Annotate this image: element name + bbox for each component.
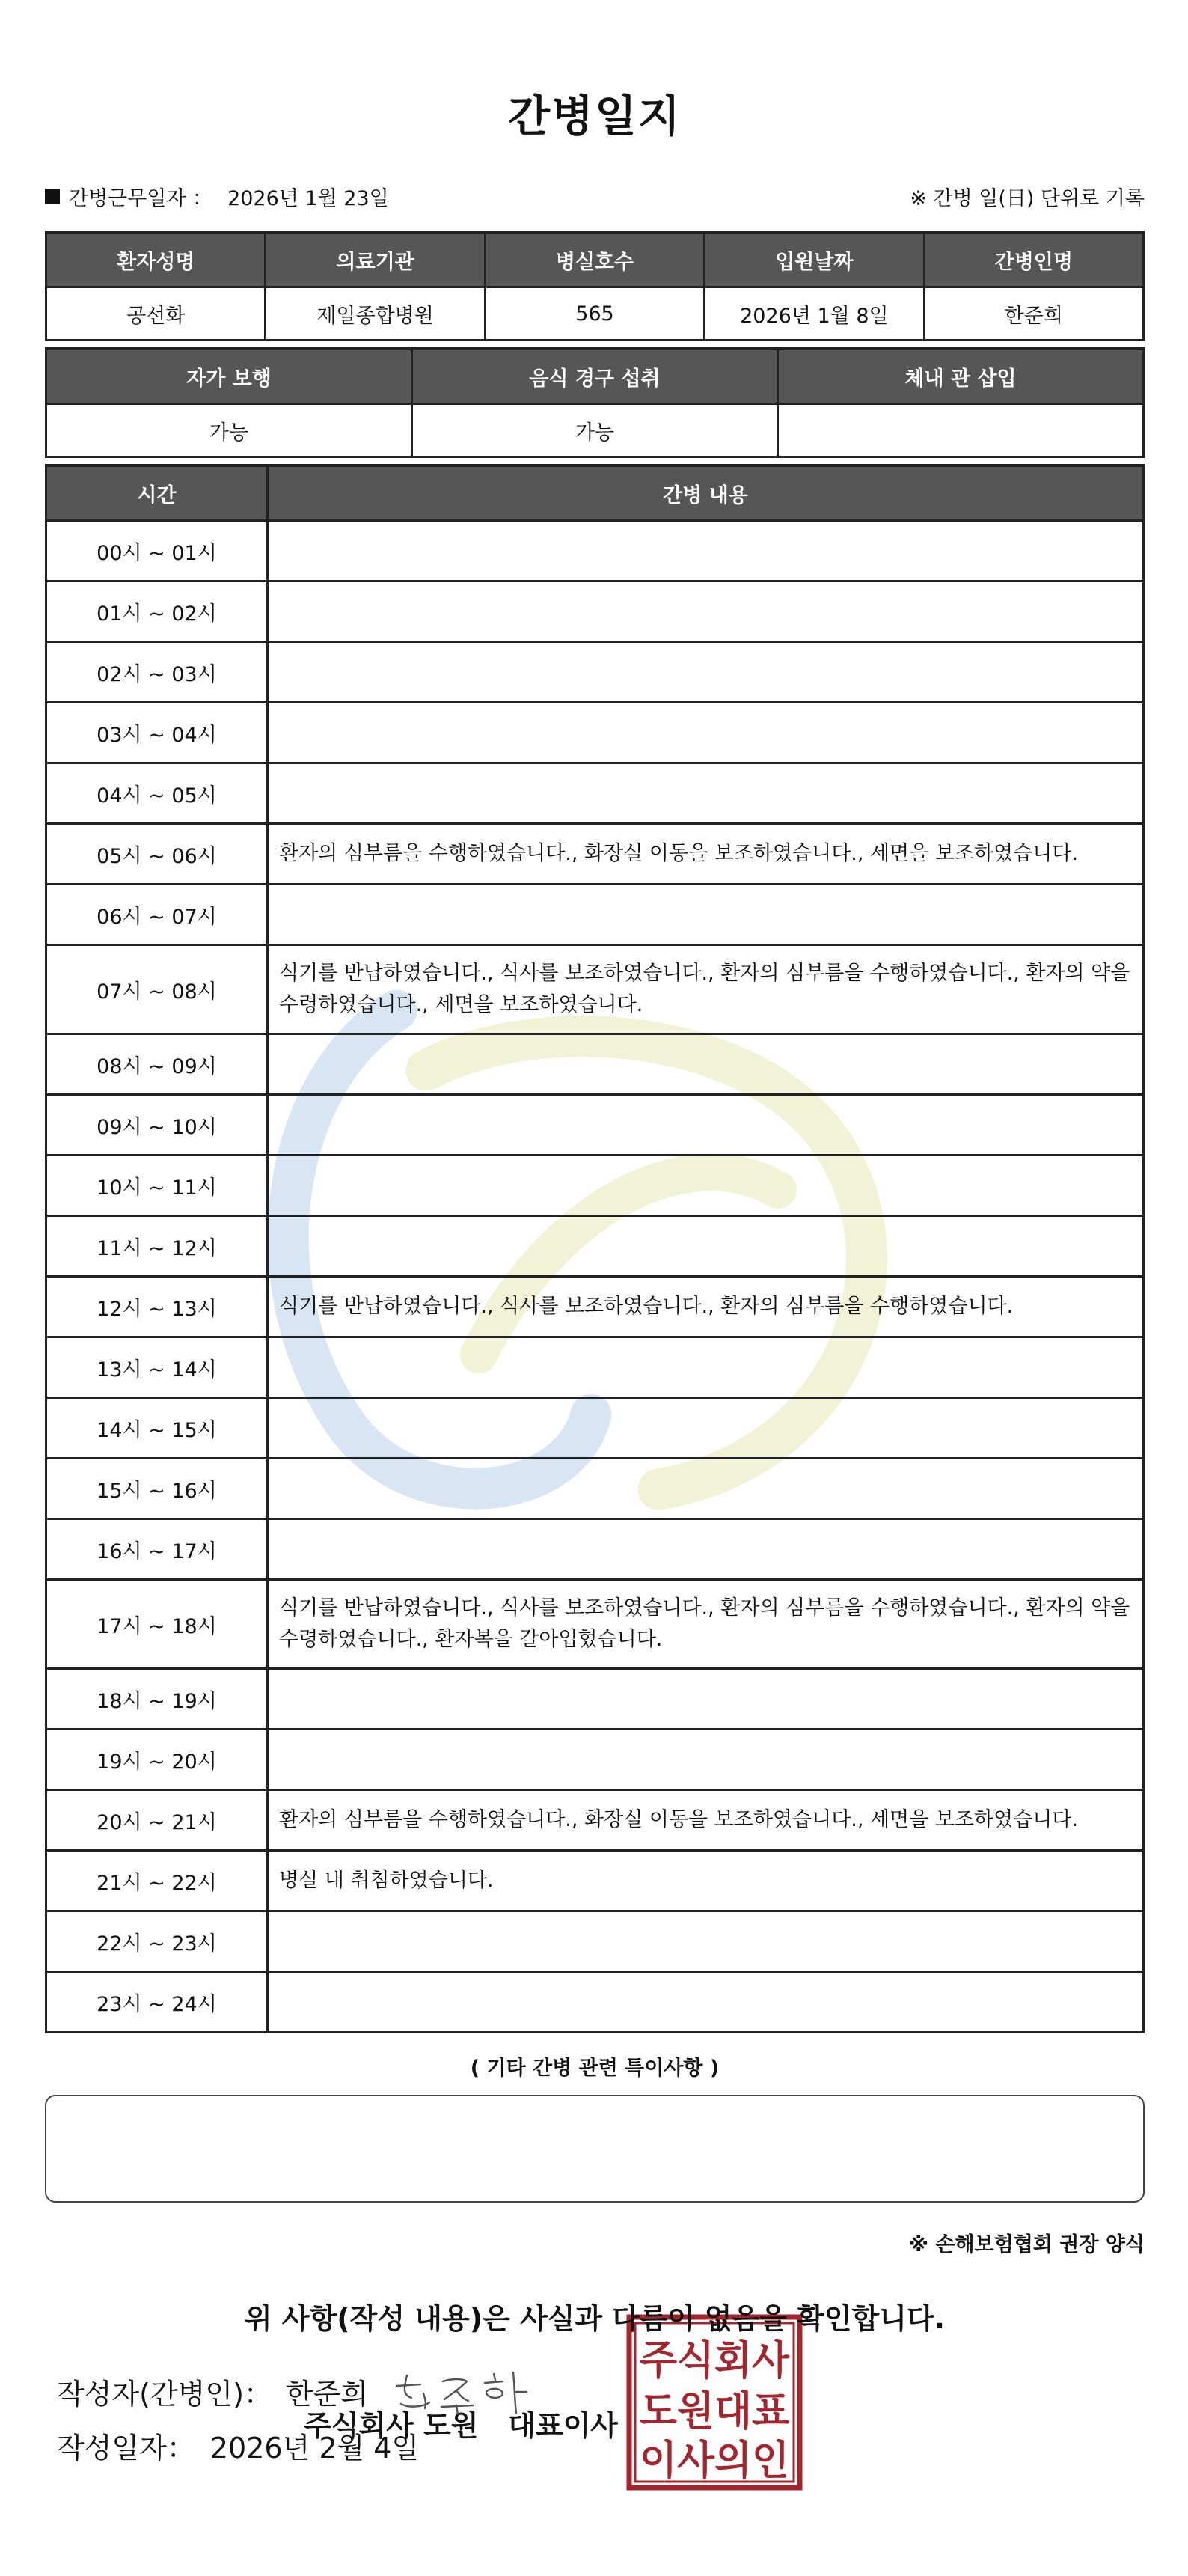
table-header-row [46, 232, 1144, 287]
remarks-box [45, 2095, 1145, 2203]
table-row [46, 521, 1144, 582]
care-content: 식기를 반납하였습니다., 식사를 보조하였습니다., 환자의 심부름을 수행하였습니다. [268, 1277, 1144, 1337]
care-content [268, 703, 1144, 763]
time-slot: 16시 ~ 17시 [46, 1519, 268, 1580]
care-content: 환자의 심부름을 수행하였습니다., 화장실 이동을 보조하였습니다., 세면을 보조하였습니다. [268, 824, 1144, 885]
table-row [46, 1398, 1144, 1459]
table-row [46, 1095, 1144, 1156]
table-row [46, 1337, 1144, 1398]
table-row [46, 582, 1144, 642]
time-slot: 00시 ~ 01시 [46, 521, 268, 582]
care-content [268, 1911, 1144, 1972]
admission-date: 2026년 1월 8일 [705, 287, 924, 341]
care-content [268, 521, 1144, 582]
document [45, 0, 1145, 2469]
table-row [46, 404, 1144, 457]
table-row [46, 1972, 1144, 2033]
table-row [46, 1580, 1144, 1669]
table-row [46, 1519, 1144, 1580]
self-walking-value: 가능 [46, 404, 412, 457]
care-content [268, 642, 1144, 703]
table-row [46, 1216, 1144, 1277]
care-content [268, 885, 1144, 945]
time-slot: 21시 ~ 22시 [46, 1851, 268, 1911]
patient-name: 공선화 [46, 287, 266, 341]
care-content [268, 1337, 1144, 1398]
table-row [46, 642, 1144, 703]
time-slot: 08시 ~ 09시 [46, 1034, 268, 1095]
care-content: 병실 내 취침하였습니다. [268, 1851, 1144, 1911]
work-date-label: 간병근무일자 ： [69, 186, 213, 210]
time-slot: 11시 ~ 12시 [46, 1216, 268, 1277]
table-row [46, 1911, 1144, 1972]
care-content [268, 1398, 1144, 1459]
header-hospital: 의료기관 [266, 232, 485, 287]
header-patient-name: 환자성명 [46, 232, 266, 287]
care-content [268, 1216, 1144, 1277]
svg-text:이사의인: 이사의인 [640, 2437, 789, 2484]
table-row [46, 1669, 1144, 1730]
table-row [46, 703, 1144, 763]
page-title: 간병일지 [507, 91, 682, 141]
table-row [46, 945, 1144, 1034]
care-content [268, 1730, 1144, 1790]
table-row [46, 1277, 1144, 1337]
header-care-content: 간병 내용 [268, 466, 1144, 521]
care-content [268, 1034, 1144, 1095]
work-date [45, 182, 389, 211]
table-header-row [46, 349, 1144, 404]
care-content [268, 1519, 1144, 1580]
room-number: 565 [485, 287, 704, 341]
header-self-walking: 자가 보행 [46, 349, 412, 404]
time-slot: 02시 ~ 03시 [46, 642, 268, 703]
table-row [46, 885, 1144, 945]
table-row [46, 1156, 1144, 1216]
time-slot: 15시 ~ 16시 [46, 1459, 268, 1519]
time-slot: 09시 ~ 10시 [46, 1095, 268, 1156]
care-content [268, 1972, 1144, 2033]
care-content [268, 582, 1144, 642]
care-log-body [46, 521, 1144, 2033]
time-slot: 04시 ~ 05시 [46, 763, 268, 824]
time-slot: 06시 ~ 07시 [46, 885, 268, 945]
header-tube-insertion: 체내 관 삽입 [778, 349, 1144, 404]
time-slot: 18시 ~ 19시 [46, 1669, 268, 1730]
table-row [46, 1851, 1144, 1911]
header-room: 병실호수 [485, 232, 704, 287]
table-row [46, 1459, 1144, 1519]
care-content [268, 763, 1144, 824]
care-content [268, 1669, 1144, 1730]
written-date-value: 2026년 2월 4일 [209, 2431, 420, 2464]
table-row [46, 763, 1144, 824]
table-row [46, 287, 1144, 341]
care-content: 식기를 반납하였습니다., 식사를 보조하였습니다., 환자의 심부름을 수행하였습니다., 환자의 약을 수령하였습니다., 세면을 보조하였습니다. [268, 945, 1144, 1034]
care-content [268, 1156, 1144, 1216]
company-representative: 주식회사 도원 대표이사 [304, 2409, 618, 2442]
time-slot: 14시 ~ 15시 [46, 1398, 268, 1459]
care-content [268, 1095, 1144, 1156]
header-time: 시간 [46, 466, 268, 521]
written-date-label: 작성일자： [57, 2431, 195, 2464]
patient-status-table [45, 347, 1145, 458]
header-admission-date: 입원날짜 [705, 232, 924, 287]
unit-note: ※ 간병 일(日) 단위로 기록 [910, 186, 1145, 210]
care-content [268, 1459, 1144, 1519]
time-slot: 22시 ~ 23시 [46, 1911, 268, 1972]
time-slot: 19시 ~ 20시 [46, 1730, 268, 1790]
writer-label: 작성자(간병인)： [57, 2377, 272, 2411]
table-row [46, 1034, 1144, 1095]
time-slot: 20시 ~ 21시 [46, 1790, 268, 1851]
writer-row [45, 2367, 1145, 2415]
time-slot: 03시 ~ 04시 [46, 703, 268, 763]
care-content: 환자의 심부름을 수행하였습니다., 화장실 이동을 보조하였습니다., 세면을 보조하였습니다. [268, 1790, 1144, 1851]
care-log-table [45, 464, 1145, 2033]
square-bullet-icon [45, 189, 60, 204]
work-date-value: 2026년 1월 23일 [227, 186, 389, 210]
table-row [46, 1790, 1144, 1851]
table-header-row [46, 466, 1144, 521]
oral-intake-value: 가능 [412, 404, 778, 457]
time-slot: 10시 ~ 11시 [46, 1156, 268, 1216]
time-slot: 01시 ~ 02시 [46, 582, 268, 642]
caregiver-name: 한준희 [924, 287, 1143, 341]
time-slot: 13시 ~ 14시 [46, 1337, 268, 1398]
care-content: 식기를 반납하였습니다., 식사를 보조하였습니다., 환자의 심부름을 수행하였습니다., 환자의 약을 수령하였습니다., 환자복을 갈아입혔습니다. [268, 1580, 1144, 1669]
header-oral-intake: 음식 경구 섭취 [412, 349, 778, 404]
confirmation-text: 위 사항(작성 내용)은 사실과 다름이 없음을 확인합니다. [244, 2302, 946, 2335]
writer-name: 한준희 [285, 2377, 369, 2411]
handwritten-signature [391, 2365, 540, 2417]
time-slot: 12시 ~ 13시 [46, 1277, 268, 1337]
remarks-label: ( 기타 간병 관련 특이사항 ) [470, 2057, 720, 2080]
time-slot: 07시 ~ 08시 [46, 945, 268, 1034]
time-slot: 23시 ~ 24시 [46, 1972, 268, 2033]
written-date-row [45, 2421, 1145, 2469]
meta-row [45, 181, 1145, 211]
hospital-name: 제일종합병원 [266, 287, 485, 341]
time-slot: 17시 ~ 18시 [46, 1580, 268, 1669]
table-row [46, 824, 1144, 885]
recommend-note: ※ 손해보험협회 권장 양식 [908, 2233, 1145, 2256]
table-row [46, 1730, 1144, 1790]
header-caregiver: 간병인명 [924, 232, 1143, 287]
tube-insertion-value [778, 404, 1144, 457]
patient-info-table [45, 231, 1145, 341]
svg-text:도원대표: 도원대표 [640, 2387, 789, 2435]
svg-text:주식회사: 주식회사 [640, 2337, 790, 2384]
time-slot: 05시 ~ 06시 [46, 824, 268, 885]
